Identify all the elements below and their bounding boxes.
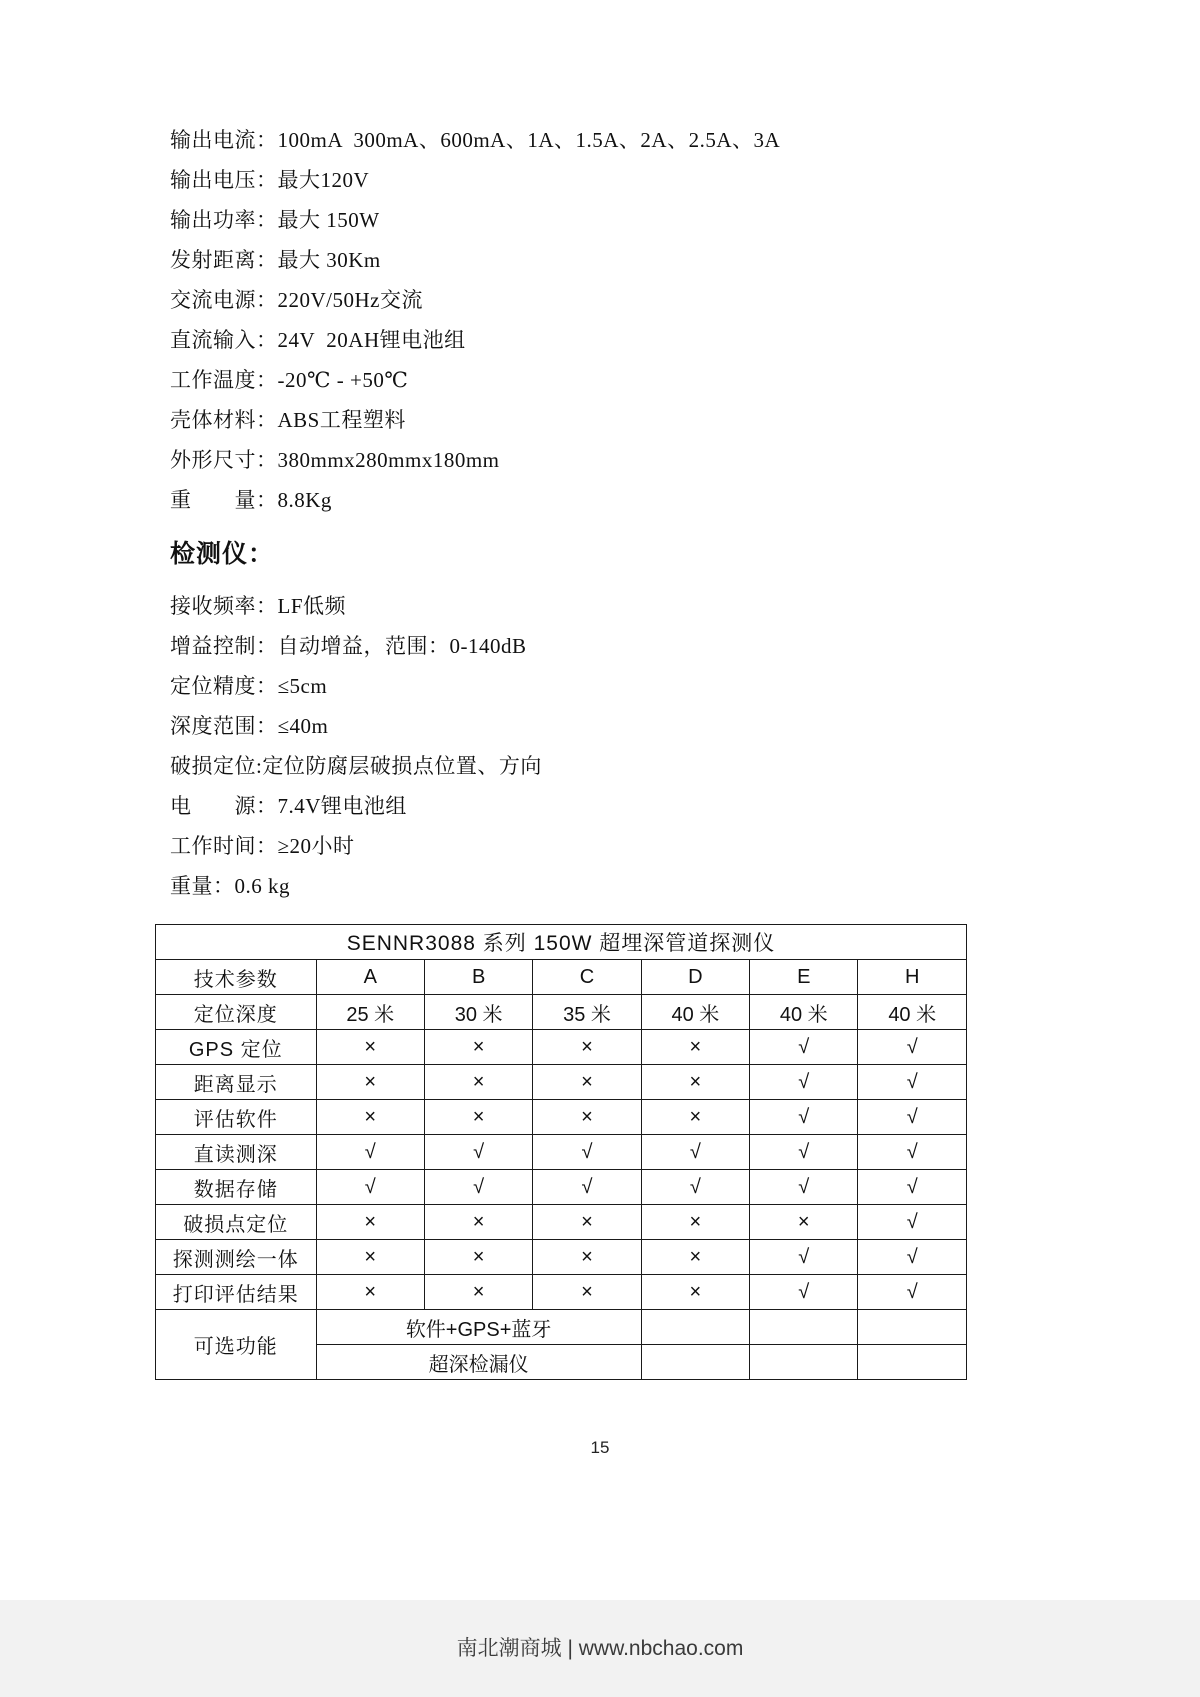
feature-label-cell: 评估软件 xyxy=(156,1100,317,1135)
feature-label-cell: 数据存储 xyxy=(156,1170,317,1205)
spec-line-damage-location: 破损定位:定位防腐层破损点位置、方向 xyxy=(170,754,542,778)
table-cell: 35 米 xyxy=(533,995,641,1030)
feature-label-cell: 探测测绘一体 xyxy=(156,1240,317,1275)
table-row-damage-point-location xyxy=(156,1205,967,1240)
table-cell: × xyxy=(424,1100,532,1135)
table-title-row xyxy=(156,925,967,960)
table-row-distance-display xyxy=(156,1065,967,1100)
table-cell: √ xyxy=(424,1170,532,1205)
spec-line-transmit-distance: 发射距离：最大 30Km xyxy=(170,248,381,272)
table-cell: 40 米 xyxy=(641,995,749,1030)
table-cell: × xyxy=(641,1205,749,1240)
table-header-cell: E xyxy=(750,960,858,995)
optional-feature-cell: 超深检漏仪 xyxy=(316,1345,641,1380)
spec-line-dimensions: 外形尺寸：380mmx280mmx180mm xyxy=(170,448,500,472)
table-cell: × xyxy=(316,1275,424,1310)
spec-line-detector-weight: 重量：0.6 kg xyxy=(170,874,290,898)
optional-features-label-cell: 可选功能 xyxy=(156,1310,317,1380)
table-row-evaluation-software xyxy=(156,1100,967,1135)
spec-line-power-source: 电 源：7.4V锂电池组 xyxy=(170,794,407,818)
table-row-survey-mapping-integration xyxy=(156,1240,967,1275)
model-comparison-table xyxy=(155,924,967,1380)
table-cell: × xyxy=(533,1275,641,1310)
table-cell: × xyxy=(316,1065,424,1100)
table-cell: × xyxy=(424,1240,532,1275)
table-cell: × xyxy=(424,1030,532,1065)
spec-line-ac-power: 交流电源：220V/50Hz交流 xyxy=(170,288,423,312)
table-cell: × xyxy=(750,1205,858,1240)
feature-label-cell: 破损点定位 xyxy=(156,1205,317,1240)
table-cell: √ xyxy=(750,1275,858,1310)
table-cell: × xyxy=(533,1065,641,1100)
footer-text: 南北潮商城 | www.nbchao.com xyxy=(456,1637,744,1660)
spec-line-output-current: 输出电流：100mA 300mA、600mA、1A、1.5A、2A、2.5A、3A xyxy=(170,128,781,152)
feature-label-cell: 直读测深 xyxy=(156,1135,317,1170)
table-cell: √ xyxy=(641,1170,749,1205)
table-cell: × xyxy=(424,1065,532,1100)
table-header-cell: A xyxy=(316,960,424,995)
table-cell: × xyxy=(641,1240,749,1275)
table-cell: × xyxy=(533,1030,641,1065)
table-cell: √ xyxy=(316,1170,424,1205)
table-cell: × xyxy=(316,1205,424,1240)
section-heading-detector: 检测仪： xyxy=(170,541,275,568)
spec-line-output-power: 输出功率：最大 150W xyxy=(170,208,380,232)
table-cell: √ xyxy=(641,1135,749,1170)
page-number: 15 xyxy=(590,1438,610,1457)
feature-label-cell: 距离显示 xyxy=(156,1065,317,1100)
table-cell: √ xyxy=(750,1240,858,1275)
table-cell: × xyxy=(533,1100,641,1135)
spec-line-dc-input: 直流输入：24V 20AH锂电池组 xyxy=(170,328,466,352)
table-cell-empty xyxy=(641,1310,749,1345)
table-title: SENNR3088 系列 150W 超埋深管道探测仪 xyxy=(156,925,967,960)
table-cell: × xyxy=(316,1240,424,1275)
feature-label-cell: 定位深度 xyxy=(156,995,317,1030)
table-header-cell: H xyxy=(858,960,967,995)
spec-line-output-voltage: 输出电压：最大120V xyxy=(170,168,370,192)
feature-label-cell: GPS 定位 xyxy=(156,1030,317,1065)
table-cell: × xyxy=(316,1030,424,1065)
table-cell: √ xyxy=(316,1135,424,1170)
table-cell: × xyxy=(641,1100,749,1135)
table-cell: √ xyxy=(750,1030,858,1065)
table-cell: × xyxy=(424,1275,532,1310)
table-row-direct-depth-reading xyxy=(156,1135,967,1170)
optional-feature-cell: 软件+GPS+蓝牙 xyxy=(316,1310,641,1345)
feature-label-cell: 打印评估结果 xyxy=(156,1275,317,1310)
spec-line-positioning-accuracy: 定位精度：≤5cm xyxy=(170,674,328,698)
table-cell-empty xyxy=(750,1310,858,1345)
table-cell: √ xyxy=(858,1100,967,1135)
spec-line-weight: 重 量：8.8Kg xyxy=(170,488,332,512)
table-cell: √ xyxy=(858,1240,967,1275)
table-cell: √ xyxy=(750,1170,858,1205)
table-cell: √ xyxy=(533,1135,641,1170)
table-header-cell: D xyxy=(641,960,749,995)
table-header-row xyxy=(156,960,967,995)
table-cell: 25 米 xyxy=(316,995,424,1030)
table-cell: × xyxy=(641,1030,749,1065)
table-cell: 30 米 xyxy=(424,995,532,1030)
table-cell: √ xyxy=(424,1135,532,1170)
transmitter-spec-list xyxy=(170,120,780,520)
table-row-optional-1 xyxy=(156,1310,967,1345)
table-header-cell: B xyxy=(424,960,532,995)
table-cell: √ xyxy=(858,1275,967,1310)
table-cell: × xyxy=(641,1065,749,1100)
table-cell: × xyxy=(533,1240,641,1275)
table-header-cell: 技术参数 xyxy=(156,960,317,995)
table-cell-empty xyxy=(750,1345,858,1380)
table-cell-empty xyxy=(641,1345,749,1380)
detector-spec-list xyxy=(170,586,542,906)
table-cell: √ xyxy=(858,1065,967,1100)
table-cell: × xyxy=(641,1275,749,1310)
table-cell: 40 米 xyxy=(750,995,858,1030)
footer-band xyxy=(0,1600,1200,1697)
spec-line-depth-range: 深度范围：≤40m xyxy=(170,714,329,738)
spec-line-working-time: 工作时间：≥20小时 xyxy=(170,834,355,858)
table-cell: √ xyxy=(858,1205,967,1240)
table-cell: √ xyxy=(858,1135,967,1170)
table-cell: √ xyxy=(858,1030,967,1065)
table-cell: √ xyxy=(858,1170,967,1205)
table-row-print-evaluation-result xyxy=(156,1275,967,1310)
table-cell-empty xyxy=(858,1345,967,1380)
table-row-depth xyxy=(156,995,967,1030)
spec-line-receive-frequency: 接收频率：LF低频 xyxy=(170,594,347,618)
spec-line-working-temperature: 工作温度：-20℃ - +50℃ xyxy=(170,368,409,392)
table-cell: × xyxy=(316,1100,424,1135)
table-row-gps xyxy=(156,1030,967,1065)
table-row-data-storage xyxy=(156,1170,967,1205)
table-cell: √ xyxy=(750,1135,858,1170)
table-cell: × xyxy=(424,1205,532,1240)
table-cell: √ xyxy=(533,1170,641,1205)
spec-line-gain-control: 增益控制：自动增益，范围：0-140dB xyxy=(170,634,527,658)
table-cell: √ xyxy=(750,1100,858,1135)
table-cell-empty xyxy=(858,1310,967,1345)
table-header-cell: C xyxy=(533,960,641,995)
table-cell: 40 米 xyxy=(858,995,967,1030)
table-cell: × xyxy=(533,1205,641,1240)
table-cell: √ xyxy=(750,1065,858,1100)
spec-line-housing-material: 壳体材料：ABS工程塑料 xyxy=(170,408,406,432)
